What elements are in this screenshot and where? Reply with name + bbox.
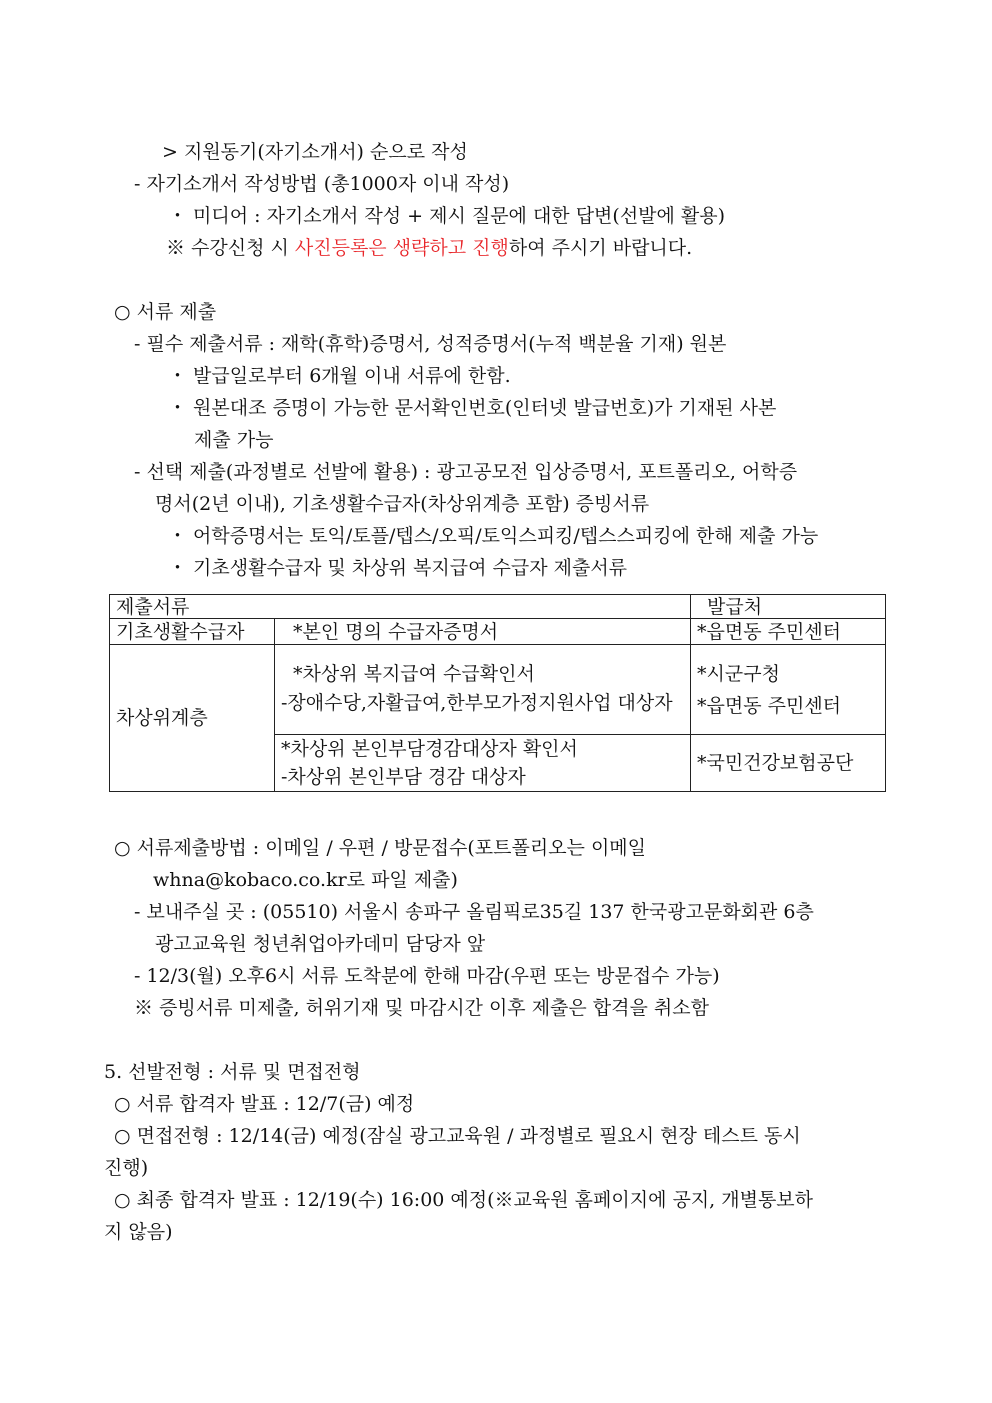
apply-order-line: > 지원동기(자기소개서) 순으로 작성 [162, 141, 468, 163]
selection-item-2-cont: 진행) [104, 1157, 149, 1179]
row3-doc-desc: -차상위 본인부담 경감 대상자 [281, 766, 526, 788]
selection-title: 5. 선발전형 : 서류 및 면접전형 [104, 1061, 361, 1083]
method-email: whna@kobaco.co.kr로 파일 제출) [153, 869, 458, 891]
row1-doc: *본인 명의 수급자증명서 [275, 619, 691, 645]
row2-category: 차상위계층 [110, 645, 275, 792]
address-line: - 보내주실 곳 : (05510) 서울시 송파구 올림픽로35길 137 한국광고문화회관 6층 [134, 901, 814, 923]
row3-issuer: *국민건강보험공단 [691, 735, 886, 792]
row3-doc [275, 735, 691, 792]
deadline-line: - 12/3(월) 오후6시 서류 도착분에 한해 마감(우편 또는 방문접수 가능) [134, 965, 720, 987]
row2-issuer [691, 645, 886, 735]
optional-docs: - 선택 제출(과정별로 선발에 활용) : 광고공모전 입상증명서, 포트폴리오, 어학증 [134, 461, 798, 483]
optional-docs-cont: 명서(2년 이내), 기초생활수급자(차상위계층 포함) 증빙서류 [155, 493, 650, 515]
required-docs: - 필수 제출서류 : 재학(휴학)증명서, 성적증명서(누적 백분율 기재) 원본 [134, 333, 727, 355]
row2-doc [275, 645, 691, 735]
row1-issuer: *읍면동 주민센터 [691, 619, 886, 645]
header-issuer: 발급처 [691, 595, 886, 619]
selection-item-3: ○ 최종 합격자 발표 : 12/19(수) 16:00 예정(※교육원 홈페이지에 공지, 개별통보하 [114, 1189, 814, 1211]
table-row [110, 619, 886, 645]
row2-issuer-1: *시군구청 [697, 662, 780, 685]
selection-item-1: ○ 서류 합격자 발표 : 12/7(금) 예정 [114, 1093, 415, 1115]
docs-heading: ○ 서류 제출 [114, 301, 217, 323]
header-docs: 제출서류 [110, 595, 691, 619]
row2-doc-title: *차상위 복지급여 수급확인서 [293, 663, 535, 685]
photo-note-highlight: 사진등록은 생략하고 진행 [294, 237, 509, 259]
optional-bullet-2: ・ 기초생활수급자 및 차상위 복지급여 수급자 제출서류 [168, 557, 628, 579]
row2-doc-desc: -장애수당,자활급여,한부모가정지원사업 대상자 [281, 692, 673, 714]
photo-note-post: 하여 주시기 바랍니다. [508, 237, 693, 259]
address-line-cont: 광고교육원 청년취업아카데미 담당자 앞 [155, 933, 486, 955]
photo-note [166, 234, 692, 262]
optional-bullet-1: ・ 어학증명서는 토익/토플/텝스/오픽/토익스피킹/텝스스피킹에 한해 제출 가능 [168, 525, 819, 547]
required-bullet-1: ・ 발급일로부터 6개월 이내 서류에 한함. [168, 365, 511, 387]
row2-issuer-2: *읍면동 주민센터 [697, 694, 842, 717]
required-bullet-2: ・ 원본대조 증명이 가능한 문서확인번호(인터넷 발급번호)가 기재된 사본 [168, 397, 777, 419]
selection-item-2: ○ 면접전형 : 12/14(금) 예정(잠실 광고교육원 / 과정별로 필요시 현장 테스트 동시 [114, 1125, 801, 1147]
row1-category: 기초생활수급자 [110, 619, 275, 645]
table-header-row [110, 595, 886, 619]
warning-line: ※ 증빙서류 미제출, 허위기재 및 마감시간 이후 제출은 합격을 취소함 [134, 997, 709, 1019]
method-heading: ○ 서류제출방법 : 이메일 / 우편 / 방문접수(포트폴리오는 이메일 [114, 837, 647, 859]
self-intro-method: - 자기소개서 작성방법 (총1000자 이내 작성) [134, 173, 510, 195]
media-bullet: ・ 미디어 : 자기소개서 작성 + 제시 질문에 대한 답변(선발에 활용) [168, 205, 726, 227]
documents-table [109, 594, 886, 792]
table-row [110, 645, 886, 735]
photo-note-pre: ※ 수강신청 시 [166, 237, 295, 259]
required-bullet-2-cont: 제출 가능 [194, 429, 274, 451]
row3-doc-title: *차상위 본인부담경감대상자 확인서 [281, 738, 578, 760]
selection-item-3-cont: 지 않음) [104, 1221, 173, 1243]
